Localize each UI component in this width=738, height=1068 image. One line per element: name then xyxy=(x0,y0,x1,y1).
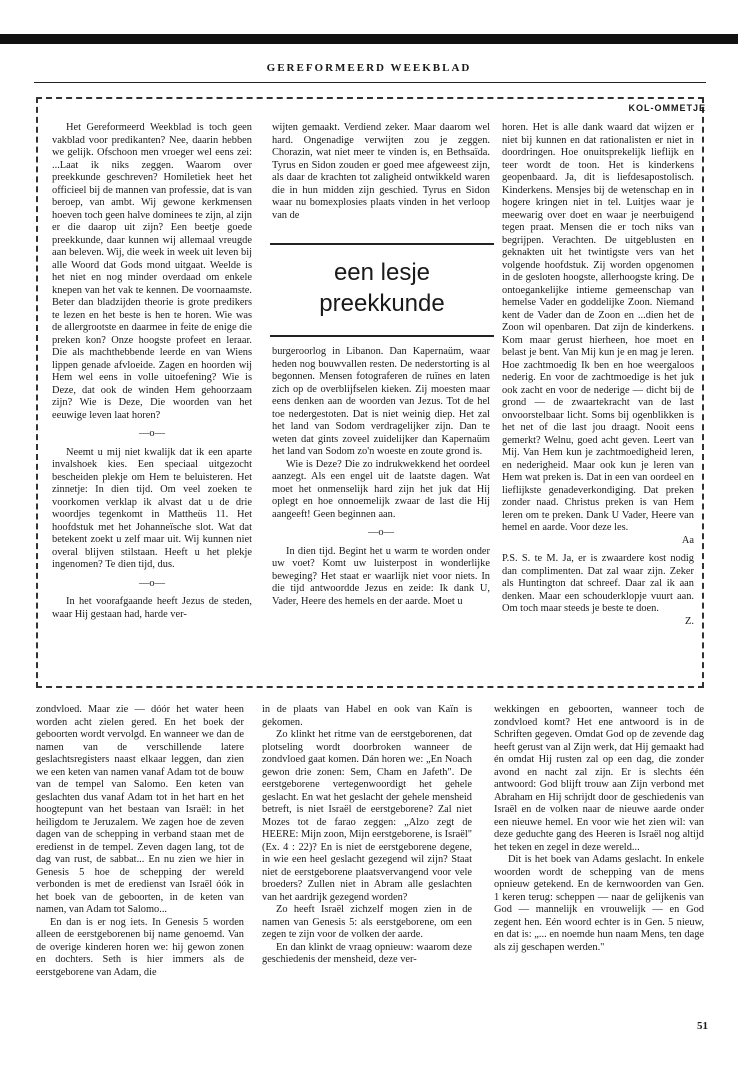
postscript-signature: Z. xyxy=(685,615,694,627)
lower-column-1 xyxy=(36,704,244,979)
article-title-box xyxy=(270,243,494,337)
paragraph: burgeroorlog in Libanon. Dan Kapernaüm, waar heden nog bouwvallen resten. De nederstorting is al begonnen. Mensen fotograferen de ruïnes en laten zich op de overblijfselen kieken. Zij moesten maar eens denken aan de woorden van Jezus. Tot de hel toe nedergestoten. Dat is niet weinig diep. Het zal het land van Sodom verdragelijker zijn. Dan te weten dat gints zoveel zuidelijker dan Kapernaüm het land van Sodom zo'n woeste en zoute grond is. xyxy=(272,346,490,457)
article-column-3 xyxy=(502,122,694,628)
paragraph: zondvloed. Maar zie — dóór het water heen worden acht zielen gered. En het boek der geboorten wordt vervolgd. En wanneer we dan de namen van de verschillende latere geslachtsregisters naast elkaar leggen, dan zien we een keten van namen vanaf Adam tot de bouw van de tempel van Salomo. Een keten van geslachten dus vanaf Adam tot in het hart en het hoogtepunt van het bestaan van Israël: in het heiligdom te Jeruzalem. We zagen hoe de zeven dagen van de schepping in verband staan met de eredienst in de tempel. Zeven dagen lang, tot de dag van rust, de sabbat... En nu zien we hier in Genesis 5 hoe de schepping der wereld verbonden is met de eredienst van Israël óók in het boek van de geboorten, in de keten van namen, van Adam tot Salomo... xyxy=(36,704,244,915)
section-title: KOL-OMMETJE xyxy=(628,103,706,113)
lower-column-2 xyxy=(262,704,472,967)
separator: —o— xyxy=(139,428,165,439)
title-line: een lesje xyxy=(333,259,431,286)
paragraph: Het Gereformeerd Weekblad is toch geen vakblad voor predikanten? Nee, daarin hebben we gelijk. Ofschoon men vroeger wel eens zei: ...Laat ik niks zeggen. Waarom over preekkunde geschreven? Homiletiek heet het officieel bij de mannen van professie, dat is van beroep, van ambt. Wij gewone kerkmensen hoeven toch geen halve dominees te zijn, al zijn er die daarop uit zijn? Een beetje goede preekkunde, daar kunnen wij allemaal vreugde aan beleven. Wij, die week in week uit leven bij alle Woord dat Gods mond uitgaat. Weelde is het niet en nog minder overdaad om enkele knepen van het vak te kennen. De voornaamste. Beter dan bladzijden theorie is grote predikers te lezen en het beste is hen te horen. Wie was de allergrootste en daarmee in feite de enige die preken kon? Onze hoogste profeet en leraar. Die als machthebbende leerde en van Wiens lippen genade afvloeide. Zagen en hoorden wij Hem wel eens in volle uitoefening? Wie is Deze, dat ook de winden Hem gehoorzaam zijn? Wie is Deze, Die woorden van het eeuwige leven laat horen? xyxy=(52,122,252,421)
box-bottom-border xyxy=(36,686,704,688)
author-initials: Aa xyxy=(681,534,694,546)
article-column-2-bottom xyxy=(272,346,490,608)
separator: —o— xyxy=(368,527,394,538)
paragraph: In dien tijd. Begint het u warm te worden onder uw voet? Komt uw luisterpost in wonderlijke beweging? Het staat er waarlijk niet voor niets. In die tijd antwoordde Jezus en zeide: Ik dank U, Vader, Heere des hemels en der aarde. Moet u xyxy=(272,545,490,607)
article-column-1 xyxy=(52,122,252,621)
article-column-2-top xyxy=(272,122,490,222)
box-left-border xyxy=(36,97,38,688)
publication-header: GEREFORMEERD WEEKBLAD xyxy=(266,62,472,74)
paragraph: wijten gemaakt. Verdiend zeker. Maar daarom wel hard. Ongenadige verwijten zou je zeggen. Chorazin, wat niet meer te vinden is, en Bethsaïda. Tyrus en Sidon zouden er goed mee afgeweest zijn, als daar de krachten tot zaligheid ontwikkeld waren die in hun midden zijn geschied. Tyrus en Sidon waar nu bomexplosies plaats vinden in het verloop van de xyxy=(272,122,490,221)
paragraph: horen. Het is alle dank waard dat wijzen er niet bij kunnen en dat rationalisten er niet in doordringen. Hoe onuitsprekelijk lieflijk en teer wordt de toon. Het is kinderkens geopenbaard. Ja, dit is liefdesapostolisch. Kinderkens. Mensjes bij de wetenschap en in hogere kringen niet in tel. Luitjes waar je meewarig over doet en waar je neerbuigend tegen praat. Mensen die er toch niks van begrijpen. Verachten. De uitgeblusten en geknakten uit het twintigste vers van het volgende hoofdstuk. Zij worden opgenomen in de gesloten hoogste, allerhoogste kring. De ontoegankelijke intieme gemeenschap van hemelse Vader en goddelijke Zoon. Niemand kent de Vader dan de Zoon en ...dien het de Zoon wil openbaren. Dat zijn de kinderkens. Kom maar gerust hierheen, hoe moet en belast je bent. Van Mij kun je en mag je leren. Hoe zachtmoedig Ik ben en hoe weergaloos nederig. En voor de zachtmoedige is het juk ook zacht en voor de nederige — dicht bij de grond — de zwaartekracht van de last onvoorstelbaar licht. Soms bij ogenblikken is het net of die last jou draagt. Nooit eens gemerkt? Welnu, goed acht geven. Leert van Mij. Van Hem kun je zachtmoedigheid leren, en nederigheid. Maar ook kun je leren van Hem wat preken is. Dat in een van oordeel en lieflijkste genadeverkondiging. Dat preken zonder naad. Christus preken is van Hem leren om te preken. Dank U Vader, Heere van hemel en aarde. Voor deze les. xyxy=(502,122,694,533)
separator: —o— xyxy=(139,577,165,589)
paragraph: Neemt u mij niet kwalijk dat ik een aparte invalshoek kies. Een speciaal uitgezocht bescheiden plekje om Hem te beluisteren. Het zinnetje: In dien tijd. Om veel zoeken te voorkomen verklap ik alvast dat u de drie woordjes tegenkomt in Mattheüs 11. Het hoofdstuk met het Johanneïsche slot. Wat dat betekent zoekt u zelf maar uit. Wij kunnen niet overal blijven stilstaan. Heeft u het plekje ingenomen? Te dien tijd, dus. xyxy=(52,446,252,570)
box-right-border xyxy=(702,97,704,688)
article-title xyxy=(270,245,494,319)
top-black-bar xyxy=(0,34,738,44)
paragraph: wekkingen en geboorten, wanneer toch de zondvloed komt? Het ene antwoord is in de Schriften gegeven. Omdat God op de zevende dag heeft gerust van al Zijn werk, dat Hij gemaakt had én omdat Hij rusten zal op een dag, die zonder avond en nacht zal zijn. Er is slechts één antwoord: God blijft trouw aan Zijn verbond met Abraham en Hij schrijdt door de geschiedenis van Israël en de volken naar de nieuwe aarde onder een nieuwe hemel. En voor wie het zien wil: van deze geduchte gang des Heeren is Israël nog altijd het teken en zegel in deze wereld... xyxy=(494,704,704,853)
title-line: preekkunde xyxy=(319,290,445,317)
header-rule xyxy=(34,82,706,83)
paragraph: in de plaats van Habel en ook van Kaïn is gekomen. xyxy=(262,704,472,728)
box-top-border xyxy=(36,97,704,99)
paragraph: In het voorafgaande heeft Jezus de steden, waar Hij gestaan had, harde ver- xyxy=(52,596,252,620)
lower-column-3 xyxy=(494,704,704,954)
paragraph: En dan klinkt de vraag opnieuw: waarom deze geschiedenis der mensheid, deze ver- xyxy=(262,941,472,965)
paragraph: Dit is het boek van Adams geslacht. In enkele woorden wordt de schepping van de mens opnieuw getekend. En de kernwoorden van Gen. 1 keren terug: scheppen — naar de gelijkenis van God — mannelijk en vrouwelijk — en God zegent hen. Eén woord echter is in Gen. 5 nieuw, en dat is: „... en noemde hun naam Mens, ten dage als zij geschapen werden." xyxy=(494,854,704,953)
paragraph: En dan is er nog iets. In Genesis 5 worden alleen de eerstgeborenen bij name genoemd. Van de overige kinderen horen we: hij gewon zonen en dochters. Seth is hier immers als de eerstgeborene van Adam, die xyxy=(36,916,244,978)
paragraph: Zo heeft Israël zichzelf mogen zien in de namen van Genesis 5: als eerstgeborene, om een zegen te zijn voor de volken der aarde. xyxy=(262,904,472,940)
page-number: 51 xyxy=(697,1020,708,1032)
paragraph: Wie is Deze? Die zo indrukwekkend het oordeel aanzegt. Als een engel uit de laatste dagen. Wat moet het onmenselijk hard zijn het juk dat Hij oplegt en hoe onnoemelijk zwaar de last die Hij aangeeft! Geen beginnen aan. xyxy=(272,458,490,520)
paragraph: Zo klinkt het ritme van de eerstgeborenen, dat plotseling wordt doorbroken wanneer de zondvloed gaat komen. Dán horen we: „En Noach gewon drie zonen: Sem, Cham en Jafeth". De eerstgeborene vertegenwoordigt het gehele geslacht. En wat het geslacht der gehele mensheid betreft, is niet Israël de eerstgeborene? Zal niet Mozes tot de farao zeggen: „Alzo zegt de HEERE: Mijn zoon, Mijn eerstgeborene, is Israël" (Ex. 4 : 22)? En is niet de eerstgeborene degene, in wie een heel geslacht gezegend wil zijn? Staat niet de eerstgeborene plaatsvervangend voor vele broeders? Zullen niet in Abram alle geslachten van het aardrijk gezegend worden? xyxy=(262,729,472,903)
postscript: P.S. S. te M. Ja, er is zwaardere kost nodig dan complimenten. Dat zal waar zijn. Zeker als Huntington dat schreef. Daar zal ik aan denken. Maar een schouderklopje vuurt aan. Om toch maar steeds je beste te doen. xyxy=(502,553,694,614)
